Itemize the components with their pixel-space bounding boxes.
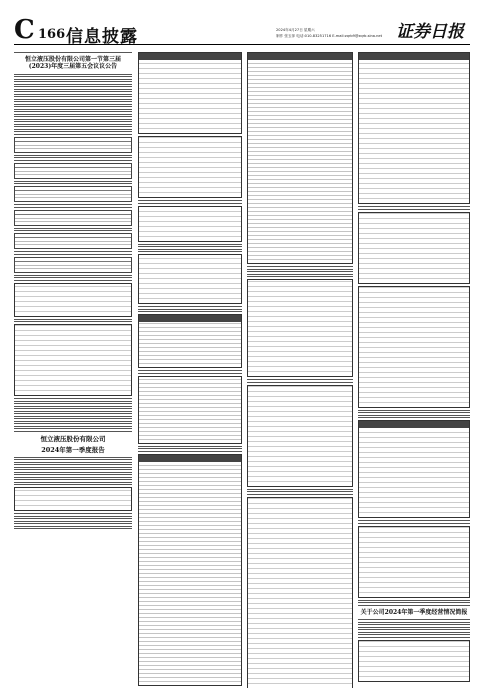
page-header	[14, 15, 470, 47]
article-title: 关于公司2024年第一季度经营情况简报	[360, 608, 468, 616]
company-name: 恒立液压股份有限公司	[40, 434, 106, 443]
section-letter: C	[14, 15, 35, 45]
table	[138, 52, 242, 134]
table	[14, 137, 132, 153]
column-2	[138, 50, 242, 688]
report-title: 2024年第一季度报告	[41, 445, 105, 454]
article-title: 恒立液压股份有限公司第一节第三届(2023)年度三届第五会议议公告	[24, 55, 121, 70]
table	[247, 497, 353, 689]
section-title: 信息披露	[66, 27, 138, 47]
table	[358, 52, 470, 204]
table	[358, 212, 470, 284]
table	[247, 52, 353, 264]
section-number: 166	[38, 27, 66, 42]
table	[14, 186, 132, 202]
date-line: 2024年4月27日 星期六	[276, 28, 315, 32]
table	[14, 163, 132, 179]
table	[14, 324, 132, 396]
column-1	[14, 50, 132, 688]
table	[14, 487, 132, 511]
table	[138, 314, 242, 368]
table	[138, 206, 242, 242]
table	[138, 136, 242, 198]
contact-line: 制作 张玉萍 电话:010-83251716 E-mail:zqrb9@zqrb.sina.net	[276, 34, 382, 38]
column-3	[247, 50, 353, 688]
table	[358, 286, 470, 408]
table	[358, 420, 470, 518]
table	[14, 233, 132, 249]
masthead-logo: 证券日报	[396, 22, 464, 42]
table	[14, 283, 132, 317]
table	[138, 254, 242, 304]
table	[247, 385, 353, 487]
table	[138, 376, 242, 444]
table	[358, 526, 470, 598]
column-4	[358, 50, 470, 688]
table	[14, 210, 132, 226]
table	[138, 454, 242, 686]
table	[14, 257, 132, 273]
table	[247, 279, 353, 377]
table	[358, 640, 470, 682]
